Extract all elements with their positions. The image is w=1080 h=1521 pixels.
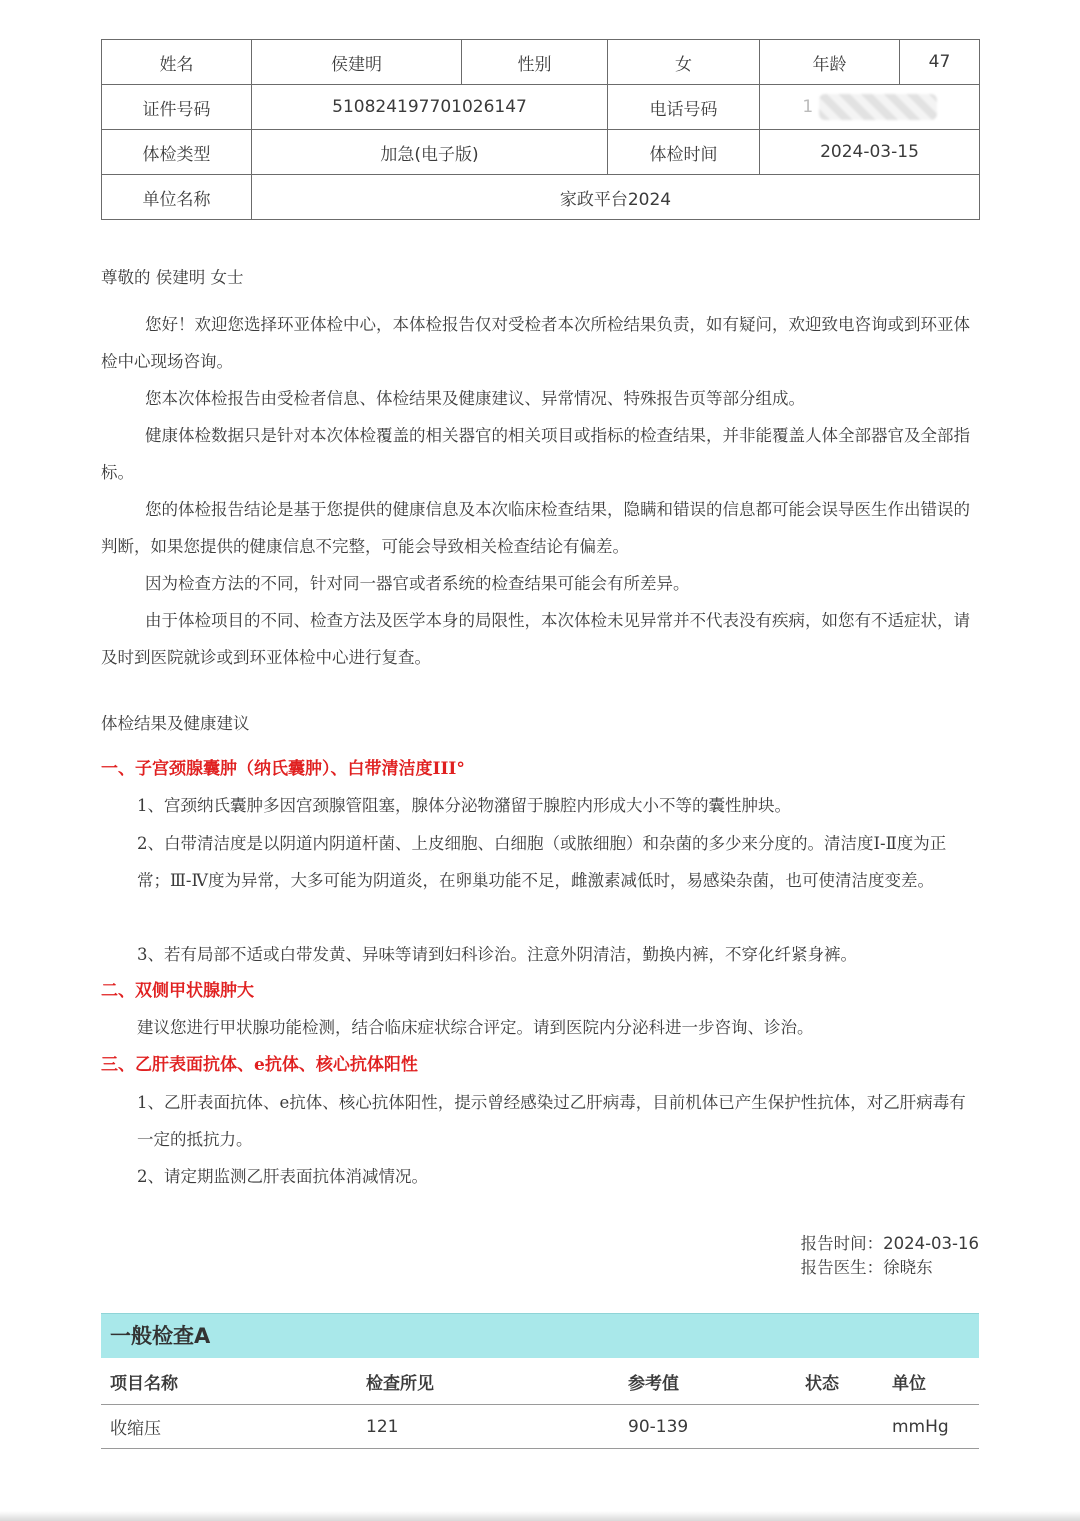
phone-visible-digit: 1 (802, 97, 814, 117)
gender-label: 性别 (462, 40, 608, 85)
type-label: 体检类型 (102, 130, 252, 175)
org-label: 单位名称 (102, 175, 252, 220)
intro-paragraph-1: 您好！欢迎您选择环亚体检中心，本体检报告仅对受检者本次所检结果负责，如有疑问，欢迎致电咨询或到环亚体检中心现场咨询。 (101, 315, 970, 371)
finding-title-2: 二、双侧甲状腺肿大 (101, 981, 254, 1001)
info-row-type (102, 130, 980, 175)
cell-unit: mmHg (883, 1405, 979, 1449)
age-value: 47 (900, 40, 980, 85)
page-bottom-edge (0, 1511, 1080, 1521)
age-label: 年龄 (760, 40, 900, 85)
results-table (101, 1358, 979, 1449)
type-value: 加急(电子版) (252, 130, 608, 175)
finding-1-item-1: 1、宫颈纳氏囊肿多因宫颈腺管阻塞，腺体分泌物潴留于腺腔内形成大小不等的囊性肿块。 (137, 796, 791, 815)
finding-title-3: 三、乙肝表面抗体、e抗体、核心抗体阳性 (101, 1055, 418, 1075)
cell-finding: 121 (357, 1405, 619, 1449)
col-header-reference: 参考值 (619, 1358, 796, 1405)
name-label: 姓名 (102, 40, 252, 85)
intro-paragraph-2: 您本次体检报告由受检者信息、体检结果及健康建议、异常情况、特殊报告页等部分组成。 (145, 389, 805, 408)
cell-item: 收缩压 (101, 1405, 357, 1449)
results-header-row (101, 1358, 979, 1405)
intro-paragraph-5: 因为检查方法的不同，针对同一器官或者系统的检查结果可能会有所差异。 (145, 574, 690, 593)
phone-label: 电话号码 (608, 85, 760, 130)
greeting: 尊敬的 侯建明 女士 (101, 268, 244, 287)
report-doctor-label: 报告医生： (800, 1258, 884, 1277)
info-row-org (102, 175, 980, 220)
finding-3-item-1: 1、乙肝表面抗体、e抗体、核心抗体阳性，提示曾经感染过乙肝病毒，目前机体已产生保护性抗体，对乙肝病毒有一定的抵抗力。 (137, 1093, 966, 1149)
phone-value (760, 85, 980, 130)
report-time-line (801, 1232, 979, 1256)
info-row-name (102, 40, 980, 85)
finding-2-item-1: 建议您进行甲状腺功能检测，结合临床症状综合评定。请到医院内分泌科进一步咨询、诊治。 (137, 1018, 814, 1037)
col-header-unit: 单位 (883, 1358, 979, 1405)
finding-title-1: 一、子宫颈腺囊肿（纳氏囊肿）、白带清洁度III° (101, 759, 465, 779)
intro-paragraph-6: 由于体检项目的不同、检查方法及医学本身的局限性，本次体检未见异常并不代表没有疾病，如您有不适症状，请及时到医院就诊或到环亚体检中心进行复查。 (101, 611, 970, 667)
report-doctor-value: 徐晓东 (883, 1258, 933, 1277)
report-time-value: 2024-03-16 (883, 1234, 979, 1253)
time-label: 体检时间 (608, 130, 760, 175)
cell-status (796, 1405, 883, 1449)
report-doctor-line (801, 1256, 979, 1280)
id-label: 证件号码 (102, 85, 252, 130)
time-value: 2024-03-15 (760, 130, 980, 175)
report-meta (801, 1232, 979, 1280)
col-header-item: 项目名称 (101, 1358, 357, 1405)
intro-paragraph-3: 健康体检数据只是针对本次体检覆盖的相关器官的相关项目或指标的检查结果，并非能覆盖人体全部器官及全部指标。 (101, 426, 970, 482)
patient-info-table (101, 39, 980, 220)
intro-paragraph-4: 您的体检报告结论是基于您提供的健康信息及本次临床检查结果，隐瞒和错误的信息都可能会误导医生作出错误的判断，如果您提供的健康信息不完整，可能会导致相关检查结论有偏差。 (101, 500, 970, 556)
section-header: 一般检查A (101, 1313, 979, 1358)
col-header-finding: 检查所见 (357, 1358, 619, 1405)
gender-value: 女 (608, 40, 760, 85)
info-row-id (102, 85, 980, 130)
name-value: 侯建明 (252, 40, 462, 85)
id-value: 510824197701026147 (252, 85, 608, 130)
org-value: 家政平台2024 (252, 175, 980, 220)
cell-reference: 90-139 (619, 1405, 796, 1449)
report-time-label: 报告时间： (800, 1234, 884, 1253)
finding-1-item-3: 3、若有局部不适或白带发黄、异味等请到妇科诊治。注意外阴清洁，勤换内裤，不穿化纤紧身裤。 (137, 945, 857, 964)
results-heading: 体检结果及健康建议 (101, 714, 250, 733)
col-header-status: 状态 (796, 1358, 883, 1405)
table-row (101, 1405, 979, 1449)
finding-3-item-2: 2、请定期监测乙肝表面抗体消减情况。 (137, 1167, 428, 1186)
finding-1-item-2: 2、白带清洁度是以阴道内阴道杆菌、上皮细胞、白细胞（或脓细胞）和杂菌的多少来分度的。清洁度Ⅰ-Ⅱ度为正常；Ⅲ-Ⅳ度为异常，大多可能为阴道炎，在卵巢功能不足，雌激素减低时，易感染杂菌，也可使清洁度变差。 (137, 834, 947, 890)
phone-blur-mask (819, 94, 937, 120)
